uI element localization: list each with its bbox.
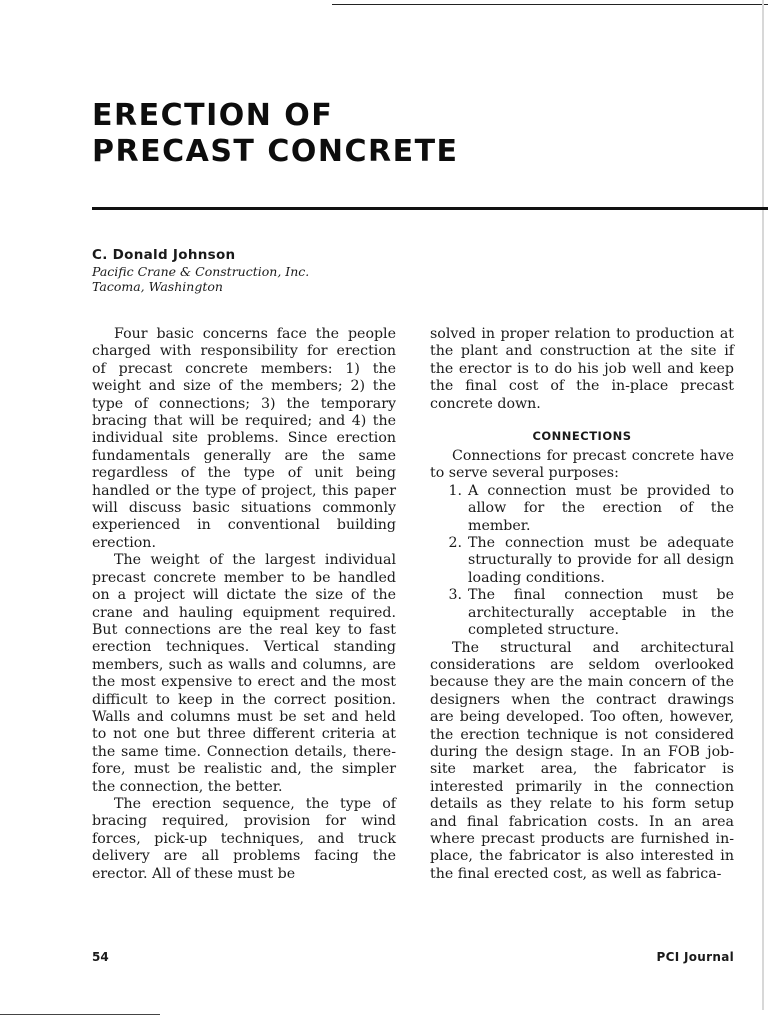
paragraph: The structural and architectural considerations are seldom overlooked because they are the main concern of the designers when the contract drawings are being developed. Too often, however, the erection technique is not considered during the design stage. In an FOB job-site market area, the fabricator is interested primarily in the connection details as they relate to his form setup and final fabrication costs. In an area where precast products are furnished in-place, the fabricator is also interested in the final erected cost, as well as fabrica- [430, 639, 734, 882]
list-item [430, 483, 734, 535]
list-item [430, 535, 734, 587]
list-text: The final connection must be architecturally acceptable in the completed structure. [468, 587, 734, 639]
list-text: The connection must be adequate structurally to provide for all design loading conditions. [468, 535, 734, 586]
page-edge-shadow [762, 0, 764, 1010]
paragraph: The erection sequence, the type of bracing required, provision for wind forces, pick-up techniques, and truck delivery are all problems facing the erector. All of these must be [92, 795, 396, 882]
journal-name: PCI Journal [656, 950, 734, 964]
purpose-list [430, 483, 734, 640]
byline [92, 247, 309, 294]
right-column [430, 326, 734, 883]
section-heading: CONNECTIONS [532, 429, 632, 444]
list-number: 3. [448, 587, 462, 604]
list-number: 2. [448, 535, 462, 552]
left-column [92, 326, 396, 883]
list-number: 1. [448, 482, 462, 499]
list-text: A connection must be provided to allow for the erection of the member. [468, 482, 734, 534]
paragraph: Connections for precast concrete have to serve several purposes: [430, 448, 734, 482]
title-line-1: ERECTION OF [92, 98, 334, 133]
page-number: 54 [92, 950, 109, 964]
title-line-2: PRECAST CONCRETE [92, 134, 459, 169]
title-divider [92, 207, 768, 210]
paragraph: Four basic concerns face the people charged with responsibility for erection of precast concrete members: 1) the weight and size of the members; 2) the type of connections; 3) the temporary bracing that will be required; and 4) the individual site problems. Since erection fundamentals generally are the same regardless of the type of unit being handled or the type of project, this paper will discuss basic situations commonly experienced in conventional building erection. [92, 326, 396, 551]
paragraph: The weight of the largest individual precast concrete member to be handled on a project will dictate the size of the crane and hauling equipment required. But connections are the real key to fast erection techniques. Vertical standing members, such as walls and columns, are the most expensive to erect and the most difficult to keep in the correct position. Walls and columns must be set and held to not one but three different criteria at the same time. Connection details, therefore, must be realistic and, the simpler the connection, the better. [92, 552, 396, 795]
list-item [430, 587, 734, 639]
top-rule [332, 4, 768, 5]
author-name: C. Donald Johnson [92, 247, 236, 263]
author-location: Tacoma, Washington [92, 279, 223, 294]
bottom-rule [0, 1014, 160, 1015]
paragraph-continuation: solved in proper relation to production at the plant and construction at the site if the erector is to do his job well and keep the final cost of the in-place precast concrete down. [430, 326, 734, 412]
article-title [92, 98, 459, 170]
author-affiliation: Pacific Crane & Construction, Inc. [92, 264, 310, 279]
